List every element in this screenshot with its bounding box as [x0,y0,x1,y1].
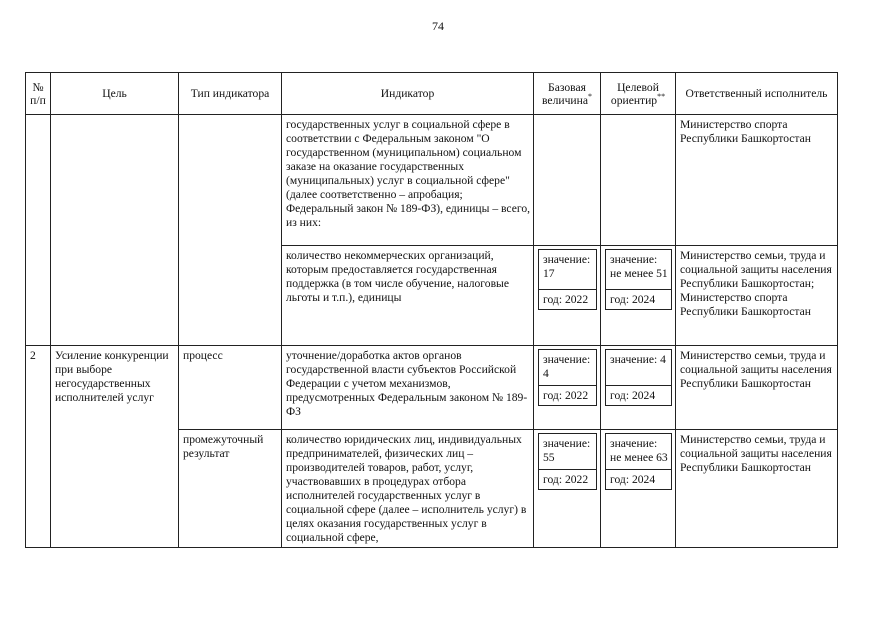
target-value: значение: не менее 63 [606,434,672,470]
target-year: год: 2024 [606,386,672,406]
cell-target [601,430,676,548]
header-base-mark: * [587,91,592,101]
cell-target [601,115,676,246]
cell-indicator: уточнение/доработка актов органов государственной власти субъектов Российской Федерации с учетом механизмов, предусмотренных Федеральным законом № 189-ФЗ [282,346,534,430]
base-value: значение: 17 [539,250,597,290]
cell-num [26,115,51,346]
cell-base [534,115,601,246]
cell-indicator: количество некоммерческих организаций, которым предоставляется государственная поддержка (в том числе обучение, налоговые льготы и т.п.), единицы [282,246,534,346]
table-header-row [26,73,838,115]
base-year: год: 2022 [539,470,597,490]
header-responsible: Ответственный исполнитель [676,73,838,115]
header-base [534,73,601,115]
base-year: год: 2022 [539,290,597,310]
cell-target [601,346,676,430]
base-year: год: 2022 [539,386,597,406]
table-row [26,115,838,246]
target-year: год: 2024 [606,470,672,490]
base-value: значение: 4 [539,350,597,386]
cell-responsible: Министерство спорта Республики Башкортостан [676,115,838,246]
target-value: значение: 4 [606,350,672,386]
header-target [601,73,676,115]
header-target-mark: ** [657,91,666,101]
cell-indicator: государственных услуг в социальной сфере в соответствии с Федеральным законом "О государственном (муниципальном) социальном заказе на оказание государственных (муниципальных) услуг в социальной сфере" (далее соответственно – апробация; Федеральный закон № 189-ФЗ), единицы – всего, из них: [282,115,534,246]
cell-base [534,430,601,548]
cell-responsible: Министерство семьи, труда и социальной защиты населения Республики Башкортостан [676,430,838,548]
header-target-label: Целевой ориентир [610,80,659,107]
cell-indicator: количество юридических лиц, индивидуальных предпринимателей, физических лиц – производителей товаров, работ, услуг, участвовавших в процедурах отбора исполнителей государственных услуг в социальной сфере (далее – исполнитель услуг) в целях оказания государственных услуг в социальной сфере, [282,430,534,548]
cell-num: 2 [26,346,51,548]
base-value: значение: 55 [539,434,597,470]
page-number: 74 [432,19,444,33]
cell-base [534,346,601,430]
cell-goal: Усиление конкуренции при выборе негосударственных исполнителей услуг [51,346,179,548]
cell-type: процесс [179,346,282,430]
cell-type: промежуточный результат [179,430,282,548]
cell-responsible: Министерство семьи, труда и социальной защиты населения Республики Башкортостан; Министерство спорта Республики Башкортостан [676,246,838,346]
header-indicator: Индикатор [282,73,534,115]
table-row [26,346,838,430]
target-year: год: 2024 [606,290,672,310]
header-base-label: Базовая величина [542,80,588,107]
header-type: Тип индикатора [179,73,282,115]
cell-responsible: Министерство семьи, труда и социальной защиты населения Республики Башкортостан [676,346,838,430]
cell-type [179,115,282,346]
header-goal: Цель [51,73,179,115]
header-num: № п/п [26,73,51,115]
cell-base [534,246,601,346]
target-value: значение: не менее 51 [606,250,672,290]
cell-target [601,246,676,346]
indicators-table [25,72,838,548]
cell-goal [51,115,179,346]
